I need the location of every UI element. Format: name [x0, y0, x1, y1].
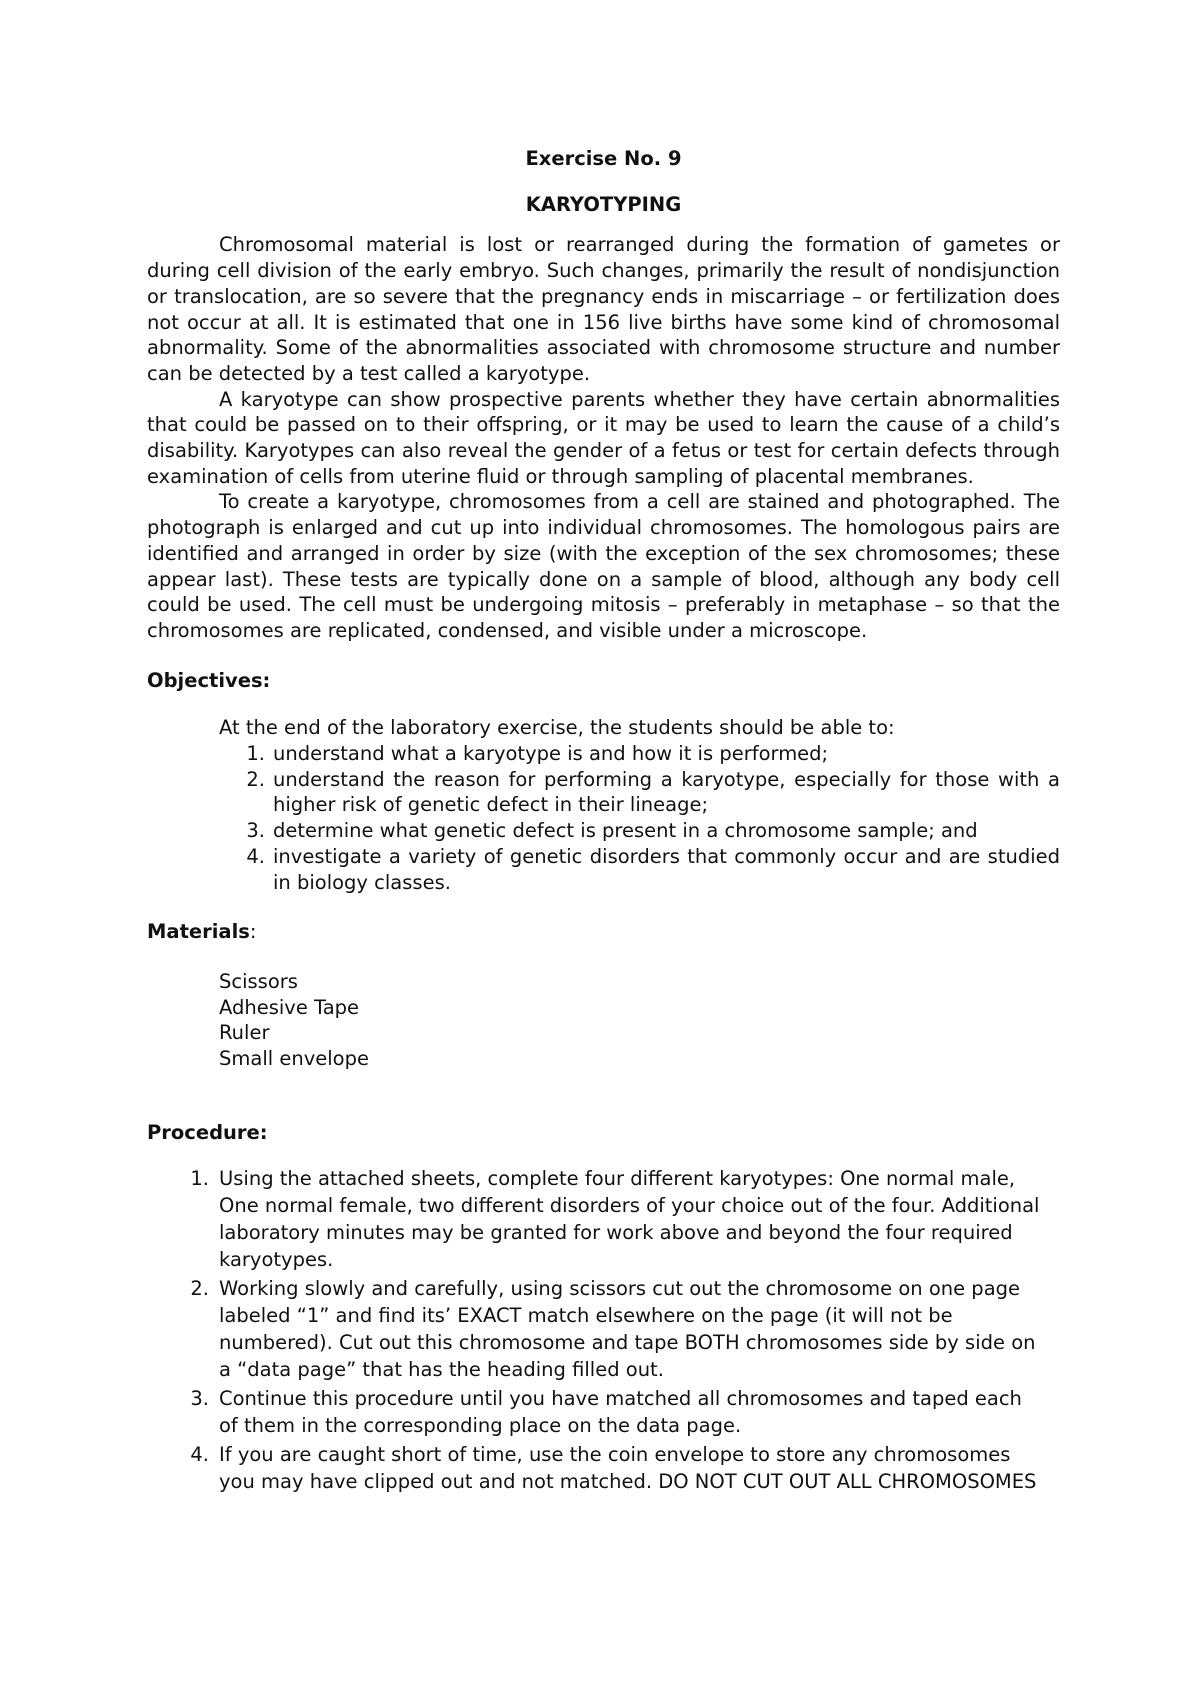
- objectives-list: [147, 741, 1060, 895]
- objective-item: [246, 767, 1060, 818]
- procedure-step-number: 4.: [190, 1442, 209, 1466]
- procedure-step-number: 3.: [190, 1386, 209, 1410]
- intro-paragraph-3: To create a karyotype, chromosomes from a cell are stained and photographed. The photograph is enlarged and cut up into individual chromosomes. The homologous pairs are identified and arranged in order by size (with the exception of the sex chromosomes; these appear last). These tests are typically done on a sample of blood, although any body cell could be used. The cell must be undergoing mitosis – preferably in metaphase – so that the chromosomes are replicated, condensed, and visible under a microscope.: [147, 490, 1060, 642]
- objective-number: 2.: [246, 767, 265, 791]
- objective-text: investigate a variety of genetic disorders that commonly occur and are studied in biology classes.: [273, 844, 1060, 894]
- document-content: [147, 146, 1060, 1497]
- objective-number: 1.: [246, 742, 265, 766]
- intro-paragraph-2: A karyotype can show prospective parents whether they have certain abnormalities that could be passed on to their offspring, or it may be used to learn the cause of a child’s disability. Karyotypes can also reveal the gender of a fetus or test for certain defects through examination of cells from uterine fluid or through sampling of placental membranes.: [147, 387, 1060, 488]
- objective-text: understand the reason for performing a karyotype, especially for those with a higher risk of genetic defect in their lineage;: [273, 767, 1060, 817]
- procedure-step: [190, 1385, 1060, 1439]
- materials-heading-label: Materials: [147, 920, 250, 944]
- material-item: Small envelope: [219, 1047, 369, 1071]
- objective-item: [246, 844, 1060, 895]
- objective-number: 4.: [246, 844, 265, 868]
- materials-heading: [147, 919, 1060, 945]
- material-item: Ruler: [219, 1021, 270, 1045]
- procedure-heading: Procedure:: [147, 1120, 268, 1144]
- objective-item: [246, 741, 1060, 767]
- intro-paragraph-1: Chromosomal material is lost or rearranged during the formation of gametes or during cell division of the early embryo. Such changes, primarily the result of nondisjunction or translocation, are so severe that the pregnancy ends in miscarriage – or fertilization does not occur at all. It is estimated that one in 156 live births have some kind of chromosomal abnormality. Some of the abnormalities associated with chromosome structure and number can be detected by a test called a karyotype.: [147, 233, 1060, 385]
- exercise-title: Exercise No. 9: [525, 147, 682, 170]
- procedure-step: [190, 1275, 1060, 1383]
- procedure-step-text: If you are caught short of time, use the coin envelope to store any chromosomes you may have clipped out and not matched. DO NOT CUT OUT ALL CHROMOSOMES: [219, 1442, 1037, 1493]
- materials-list: [147, 969, 1060, 1072]
- objective-text: determine what genetic defect is present in a chromosome sample; and: [273, 819, 978, 843]
- materials-heading-colon: :: [249, 920, 257, 944]
- objectives-intro: At the end of the laboratory exercise, the students should be able to:: [219, 716, 895, 740]
- exercise-subtitle: KARYOTYPING: [525, 192, 682, 216]
- procedure-step-text: Continue this procedure until you have matched all chromosomes and taped each of them in the corresponding place on the data page.: [219, 1386, 1022, 1437]
- material-item: Adhesive Tape: [219, 995, 360, 1019]
- objective-number: 3.: [246, 819, 265, 843]
- material-item: Scissors: [219, 969, 298, 993]
- objectives-heading: Objectives:: [147, 668, 271, 692]
- procedure-step-number: 1.: [190, 1166, 209, 1190]
- procedure-step-text: Using the attached sheets, complete four different karyotypes: One normal male, One normal female, two different disorders of your choice out of the four. Additional laboratory minutes may be granted for work above and beyond the four required karyotypes.: [219, 1166, 1040, 1271]
- procedure-step: [190, 1441, 1060, 1495]
- procedure-list: [147, 1165, 1060, 1495]
- procedure-step: [190, 1165, 1060, 1273]
- objective-item: [246, 818, 1060, 844]
- procedure-step-text: Working slowly and carefully, using scissors cut out the chromosome on one page labeled “1” and find its’ EXACT match elsewhere on the page (it will not be numbered). Cut out this chromosome and tape BOTH chromosomes side by side on a “data page” that has the heading filled out.: [219, 1276, 1036, 1381]
- procedure-step-number: 2.: [190, 1276, 209, 1300]
- objective-text: understand what a karyotype is and how it is performed;: [273, 742, 829, 766]
